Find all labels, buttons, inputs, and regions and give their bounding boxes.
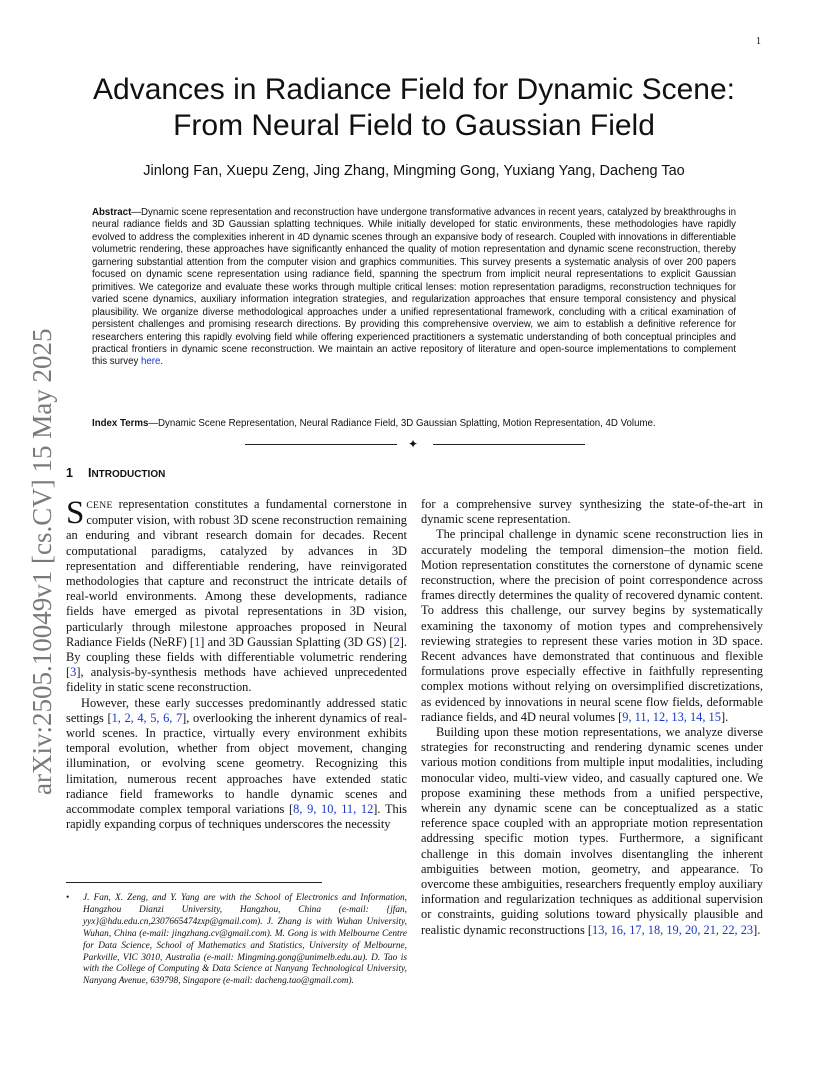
arxiv-identifier: arXiv:2505.10049v1 [cs.CV] 15 May 2025 — [26, 328, 57, 795]
footnote-bullet: • — [66, 893, 70, 903]
footnote-rule — [66, 882, 322, 883]
citation-link[interactable]: 9, 11, 12, 13, 14, 15 — [622, 709, 721, 724]
abstract-text: —Dynamic scene representation and reconstruction have undergone transformative advances in recent years, catalyzed by breakthroughs in neural radiance fields and 3D Gaussian splatting techniques. While initially developed for static environments, these methodologies have rapidly evolved to address the complexities inherent in 4D dynamic scenes through an expansive body of research. Coupled with innovations in differentiable volumetric rendering, these approaches have significantly enhanced the quality of motion representation and dynamic scene reconstruction, thereby garnering substantial attention from the computer vision and graphics communities. This survey presents a systematic analysis of over 200 papers focused on dynamic scene representation using radiance field, spanning the spectrum from implicit neural representations to explicit Gaussian primitives. We categorize and evaluate these works through multiple critical lenses: motion representation paradigms, reconstruction techniques for varied scene dynamics, auxiliary information integration strategies, and regularization approaches that ensure temporal consistency and physical plausibility. We organize diverse methodological approaches under a unified representational framework, concluding with a critical examination of persistent challenges and promising research directions. By providing this comprehensive overview, we aim to establish a definitive reference for researchers entering this rapidly evolving field while offering experienced practitioners a systematic understanding of both conceptual principles and practical frontiers in dynamic scene reconstruction. We maintain an active repository of literature and open-source implementations to complement this survey — [92, 207, 736, 368]
section-title-initial: I — [87, 466, 92, 480]
page-number: 1 — [756, 36, 761, 47]
paragraph: for a comprehensive survey synthesizing the state-of-the-art in dynamic scene representation. — [421, 497, 763, 527]
section-heading — [66, 466, 165, 480]
divider-line-left — [245, 444, 397, 445]
repository-link[interactable]: here — [141, 356, 161, 368]
abstract-label: Abstract — [92, 207, 132, 218]
paragraph-text: ] and 3D Gaussian Splatting (3D GS) [ — [200, 634, 394, 649]
paragraph-text: ]. This rapidly expanding corpus of techniques underscores the necessity — [66, 802, 407, 832]
paragraph-text: ], overlooking the inherent dynamics of real-world scenes. In practice, virtually every environment exhibits temporal evolution, whether from object movement, changing illumination, or evolving scene geometry. Recognizing this limitation, numerous recent approaches have extended static radiance field frameworks to handle dynamic scenes and accommodate complex temporal variations [ — [66, 710, 407, 817]
index-terms-text: —Dynamic Scene Representation, Neural Radiance Field, 3D Gaussian Splatting, Motion Representation, 4D Volume. — [148, 418, 656, 429]
divider-diamond-icon: ✦ — [408, 437, 419, 451]
citation-link[interactable]: 8, 9, 10, 11, 12 — [293, 802, 374, 817]
paragraph-text: The principal challenge in dynamic scene reconstruction lies in accurately modeling the temporal dimension–the motion field. Motion representation constitutes the cornerstone of dynamic scene reconstruction, where the precision of point correspondence across frames directly determines the quality of recovered dynamic content. To address this challenge, our survey begins by systematically examining the taxonomy of motion types and comprehensively reviewing strategies to represent these varies motion in 3D space. Recent advances have demonstrated that continuous and flexible formulations prove especially effective in faithfully representing complex motions without relying on oversimplified discretizations, as evidenced by innovations in neural scene flow fields, deformable radiance fields, and 4D neural volumes [ — [421, 527, 763, 724]
paper-title — [40, 72, 788, 144]
index-terms — [92, 418, 736, 429]
title-line-1: Advances in Radiance Field for Dynamic Scene: — [93, 73, 735, 106]
paragraph-text: Building upon these motion representations, we analyze diverse strategies for reconstructing and rendering dynamic scenes under various motion conditions from multiple input modalities, including monocular video, multi-view video, and casually captured one. We propose examining these methods from a unified perspective, wherein any dynamic scene can be conceptualized as a static reference space coupled with an appropriate motion representation addressing specific motion types. Furthermore, a significant challenge in this domain involves disentangling the inherent ambiguities between motion, geometry, and appearance. To overcome these ambiguities, researchers frequently employ auxiliary information and regularization techniques as additional supervision or constraints, guiding solutions toward physically plausible and realistic dynamic reconstructions [ — [421, 725, 763, 937]
paragraph — [66, 696, 407, 833]
paragraph-text: ]. By coupling these fields with differentiable volumetric rendering [ — [66, 634, 407, 680]
section-number: 1 — [66, 466, 73, 480]
index-terms-label: Index Terms — [92, 418, 149, 429]
citation-link[interactable]: 1, 2, 4, 5, 6, 7 — [111, 710, 183, 725]
citation-link[interactable]: 3 — [70, 665, 77, 680]
paragraph-text: ]. — [720, 709, 729, 724]
small-caps-word: CENE — [86, 500, 113, 511]
section-divider — [245, 436, 585, 452]
section-title-rest: NTRODUCTION — [91, 469, 166, 480]
left-column — [66, 497, 407, 832]
title-line-2: From Neural Field to Gaussian Field — [173, 109, 655, 142]
paragraph-text: ]. — [753, 922, 761, 937]
abstract — [92, 207, 736, 369]
paragraph-text: However, these early successes predominantly addressed static settings [ — [66, 695, 407, 725]
paragraph — [421, 527, 763, 725]
affiliation-footnote — [66, 893, 407, 988]
paragraph-text: representation constitutes a fundamental cornerstone in computer vision, with robust 3D scene reconstruction remaining an enduring and vibrant research domain for decades. Recent computational paradigms, catalyzed by advances in 3D representation and differentiable rendering, have reinvigorated methodologies that capture and reconstruct the intricate details of real-world environments. Among these developments, radiance fields have emerged as pivotal representations in 3D vision, particularly through milestone approaches proposed in Neural Radiance Fields (NeRF) [ — [66, 497, 407, 649]
citation-link[interactable]: 13, 16, 17, 18, 19, 20, 21, 22, 23 — [592, 922, 754, 937]
right-column — [421, 497, 763, 938]
paragraph — [66, 497, 407, 696]
citation-link[interactable]: 2 — [393, 634, 400, 649]
drop-cap: S — [66, 495, 85, 531]
abstract-end: . — [160, 356, 164, 368]
footnote-text: J. Fan, X. Zeng, and Y. Yang are with the School of Electronics and Information, Hangzhou Dianzi University, Hangzhou, China (e-mail: {jfan, yyx}@hdu.edu.cn,2307665474zxp@gmail.com). J. Zhang is with Wuhan University, Wuhan, China (e-mail: jingzhang.cv@gmail.com). M. Gong is with Melbourne Centre for Data Science, School of Mathematics and Statistics, University of Melbourne, Parkville, VIC 3010, Australia (e-mail: Mingming.gong@unimelb.edu.au). D. Tao is with the College of Computing & Data Science at Nanyang Technological University, Nanyang Avenue, 639798, Singapore (e-mail: dacheng.tao@gmail.com). — [83, 893, 407, 987]
divider-line-right — [433, 444, 585, 445]
paragraph-text: ], analysis-by-synthesis methods have achieved unprecedented fidelity in static scene reconstruction. — [66, 665, 407, 695]
citation-link[interactable]: 1 — [194, 634, 201, 649]
paragraph — [421, 725, 763, 938]
author-list: Jinlong Fan, Xuepu Zeng, Jing Zhang, Mingming Gong, Yuxiang Yang, Dacheng Tao — [143, 163, 685, 179]
